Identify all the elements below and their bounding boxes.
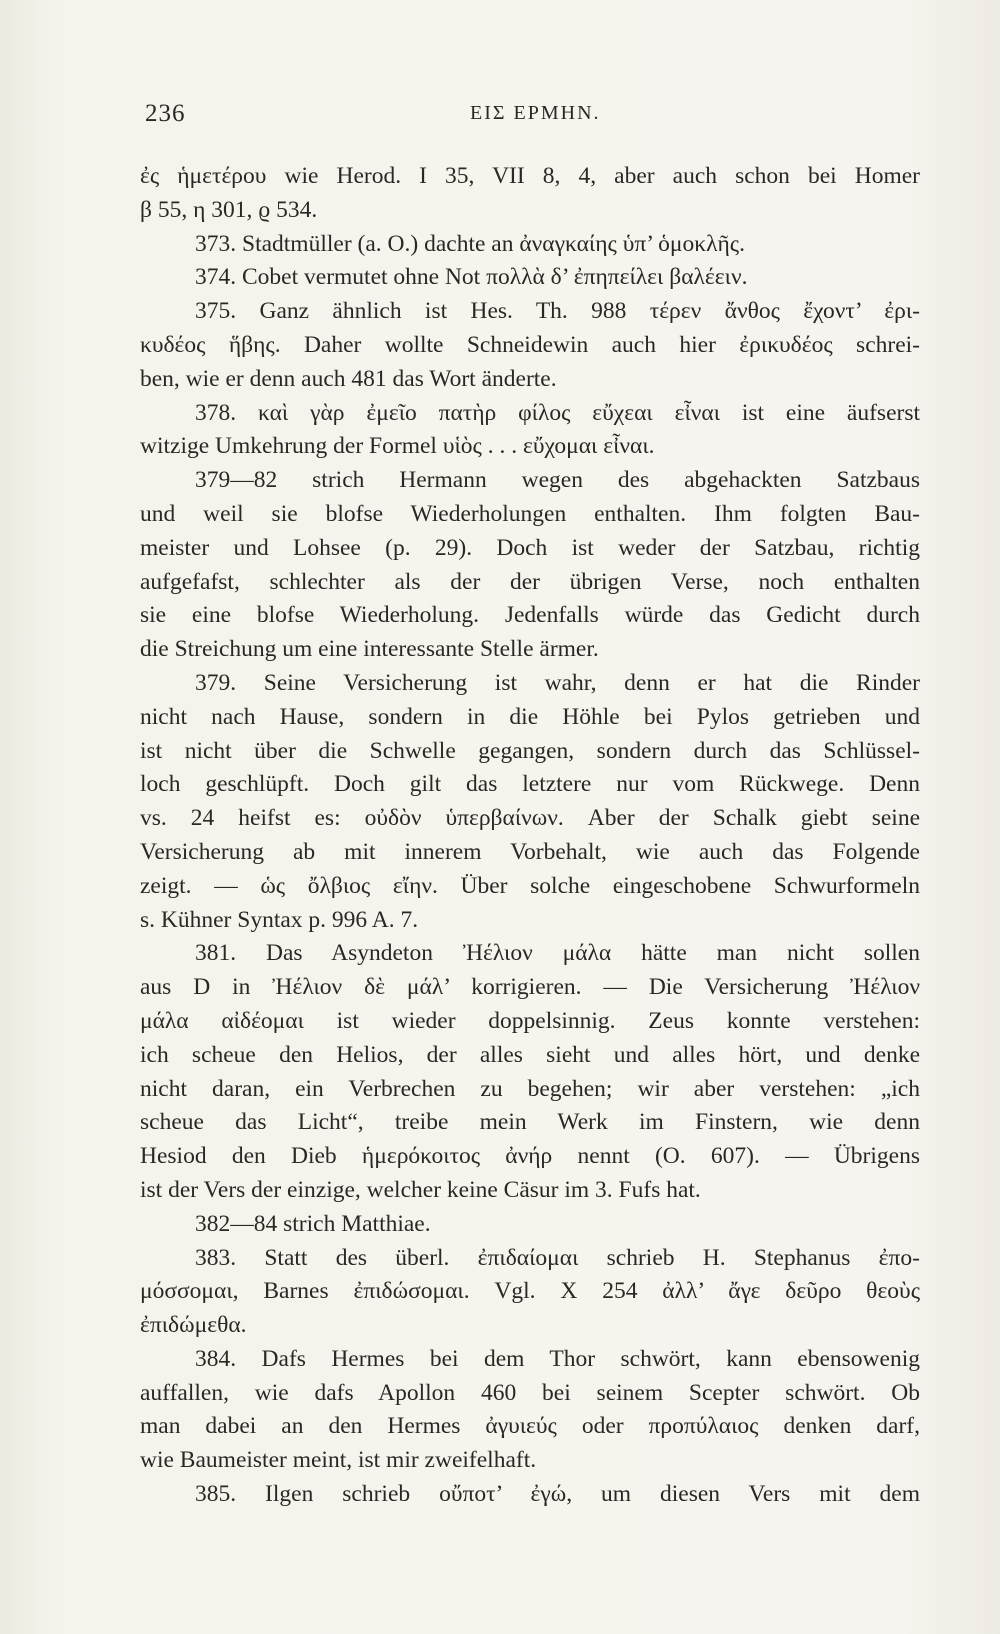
text-line: 374. Cobet vermutet ohne Not πολλὰ δ’ ἐπηπείλει βαλέειν. (195, 264, 748, 291)
text-line: ist nicht über die Schwelle gegangen, sondern durch das Schlüssel- (140, 737, 920, 764)
text-line: 379. Seine Versicherung ist wahr, denn er hat die Rinder (195, 669, 920, 696)
text-line: 375. Ganz ähnlich ist Hes. Th. 988 τέρεν ἄνθος ἔχοντ’ ἐρι- (195, 298, 920, 325)
text-line: 384. Dafs Hermes bei dem Thor schwört, kann ebensowenig (195, 1345, 920, 1372)
page-header (140, 100, 920, 140)
text-line: Versicherung ab mit innerem Vorbehalt, wie auch das Folgende (140, 838, 920, 865)
text-line: 383. Statt des überl. ἐπιδαίομαι schrieb H. Stephanus ἐπο- (195, 1244, 920, 1271)
text-line: vs. 24 heifst es: οὐδὸν ὑπερβαίνων. Aber der Schalk giebt seine (140, 805, 920, 832)
text-line: ἐπιδώμεθα. (140, 1312, 247, 1339)
running-title: ΕΙΣ ΕΡΜΗΝ. (470, 102, 601, 124)
text-line: man dabei an den Hermes ἀγυιεύς oder προπύλαιος denken darf, (140, 1413, 920, 1440)
body-text (140, 160, 920, 1512)
text-line: μάλα αἰδέομαι ist wieder doppelsinnig. Zeus konnte verstehen: (140, 1007, 920, 1034)
text-line: ἐς ἡμετέρου wie Herod. I 35, VII 8, 4, aber auch schon bei Homer (140, 163, 920, 189)
text-line: meister und Lohsee (p. 29). Doch ist weder der Satzbau, richtig (140, 534, 920, 561)
text-line: nicht daran, ein Verbrechen zu begehen; wir aber verstehen: „ich (140, 1075, 920, 1102)
text-line: witzige Umkehrung der Formel υἱὸς . . . εὔχομαι εἶναι. (140, 433, 655, 460)
text-line: aufgefafst, schlechter als der der übrigen Verse, noch enthalten (140, 568, 920, 595)
text-line: scheue das Licht“, treibe mein Werk im Finstern, wie denn (140, 1109, 920, 1136)
text-line: s. Kühner Syntax p. 996 A. 7. (140, 906, 419, 933)
text-line: und weil sie blofse Wiederholungen enthalten. Ihm folgten Bau- (140, 500, 920, 527)
text-line: aus D in Ἠέλιον δὲ μάλ’ korrigieren. — Die Versicherung Ἠέλιον (140, 974, 920, 1001)
text-line: nicht nach Hause, sondern in die Höhle bei Pylos getrieben und (140, 703, 920, 730)
text-line: sie eine blofse Wiederholung. Jedenfalls würde das Gedicht durch (140, 602, 920, 629)
text-line: 378. καὶ γὰρ ἐμεῖο πατὴρ φίλος εὔχεαι εἶναι ist eine äufserst (195, 399, 920, 426)
page-number: 236 (145, 100, 186, 127)
text-line: κυδέος ἥβης. Daher wollte Schneidewin auch hier ἐρικυδέος schrei- (140, 331, 920, 358)
text-line: β 55, η 301, ϱ 534. (140, 196, 318, 223)
text-line: 381. Das Asyndeton Ἠέλιον μάλα hätte man nicht sollen (195, 940, 920, 967)
text-line: 385. Ilgen schrieb οὔποτ’ ἐγώ, um diesen Vers mit dem (195, 1481, 920, 1508)
text-line: 379—82 strich Hermann wegen des abgehackten Satzbaus (195, 467, 920, 494)
text-line: wie Baumeister meint, ist mir zweifelhaft. (140, 1447, 537, 1474)
text-line: die Streichung um eine interessante Stelle ärmer. (140, 636, 599, 663)
text-line: 373. Stadtmüller (a. O.) dachte an ἀναγκαίης ὑπ’ ὁμοκλῆς. (195, 230, 745, 257)
text-line: ich scheue den Helios, der alles sieht und alles hört, und denke (140, 1041, 920, 1068)
text-line: loch geschlüpft. Doch gilt das letztere nur vom Rückwege. Denn (140, 771, 920, 798)
text-line: μόσσομαι, Barnes ἐπιδώσομαι. Vgl. X 254 ἀλλ’ ἄγε δεῦρο θεοὺς (140, 1278, 920, 1305)
text-line: 382—84 strich Matthiae. (195, 1210, 431, 1237)
text-line: zeigt. — ὡς ὄλβιος εἴην. Über solche eingeschobene Schwurformeln (140, 872, 920, 899)
text-line: Hesiod den Dieb ἡμερόκοιτος ἀνήρ nennt (O. 607). — Übrigens (140, 1143, 920, 1170)
text-line: ben, wie er denn auch 481 das Wort änderte. (140, 365, 557, 392)
text-line: ist der Vers der einzige, welcher keine Cäsur im 3. Fufs hat. (140, 1176, 701, 1203)
text-line: auffallen, wie dafs Apollon 460 bei seinem Scepter schwört. Ob (140, 1379, 920, 1406)
